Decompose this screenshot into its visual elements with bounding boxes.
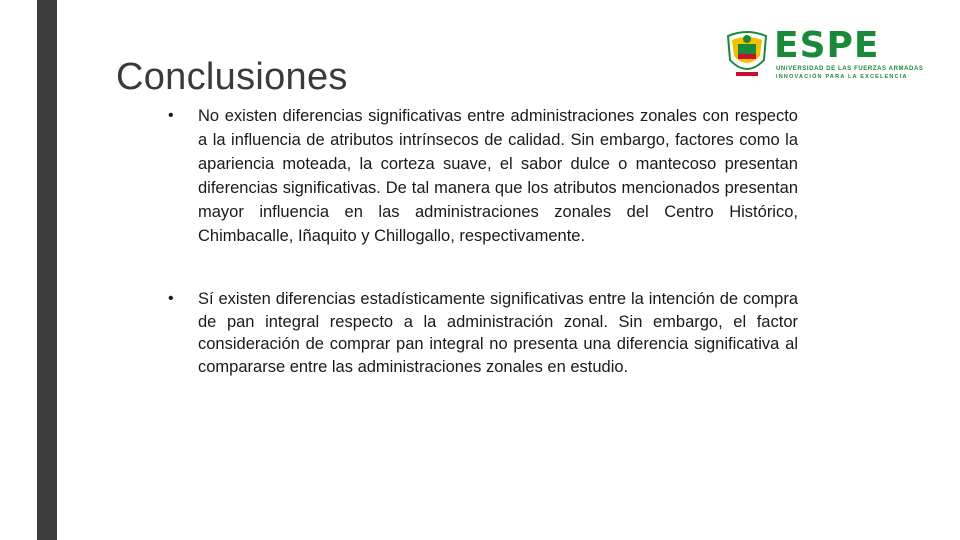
slide-title: Conclusiones bbox=[116, 56, 348, 98]
bullet-marker: • bbox=[168, 107, 174, 124]
espe-logo bbox=[724, 25, 924, 82]
espe-crest-icon bbox=[724, 26, 770, 82]
bullet-marker: • bbox=[168, 290, 174, 307]
conclusion-item bbox=[168, 104, 798, 248]
conclusion-item bbox=[168, 288, 798, 379]
logo-wordmark: ESPE bbox=[774, 25, 880, 66]
conclusions-list bbox=[168, 104, 798, 379]
conclusion-text: No existen diferencias significativas entre administraciones zonales con respecto a la influencia de atributos intrínsecos de calidad. Sin embargo, factores como la apariencia moteada, la corteza suave, el sabor dulce o mantecoso presentan diferencias significativas. De tal manera que los atributos mencionados presentan mayor influencia en las administraciones zonales del Centro Histórico, Chimbacalle, Iñaquito y Chillogallo, respectivamente. bbox=[198, 107, 798, 245]
logo-tagline: INNOVACIÓN PARA LA EXCELENCIA bbox=[776, 74, 908, 80]
logo-university-name: UNIVERSIDAD DE LAS FUERZAS ARMADAS bbox=[776, 66, 924, 72]
left-accent-bar bbox=[37, 0, 57, 540]
conclusion-text: Sí existen diferencias estadísticamente significativas entre la intención de compra de pan integral respecto a la administración zonal. Sin embargo, el factor consideración de comprar pan integral no presenta una diferencia significativa al compararse entre las administraciones zonales en estudio. bbox=[198, 290, 798, 377]
